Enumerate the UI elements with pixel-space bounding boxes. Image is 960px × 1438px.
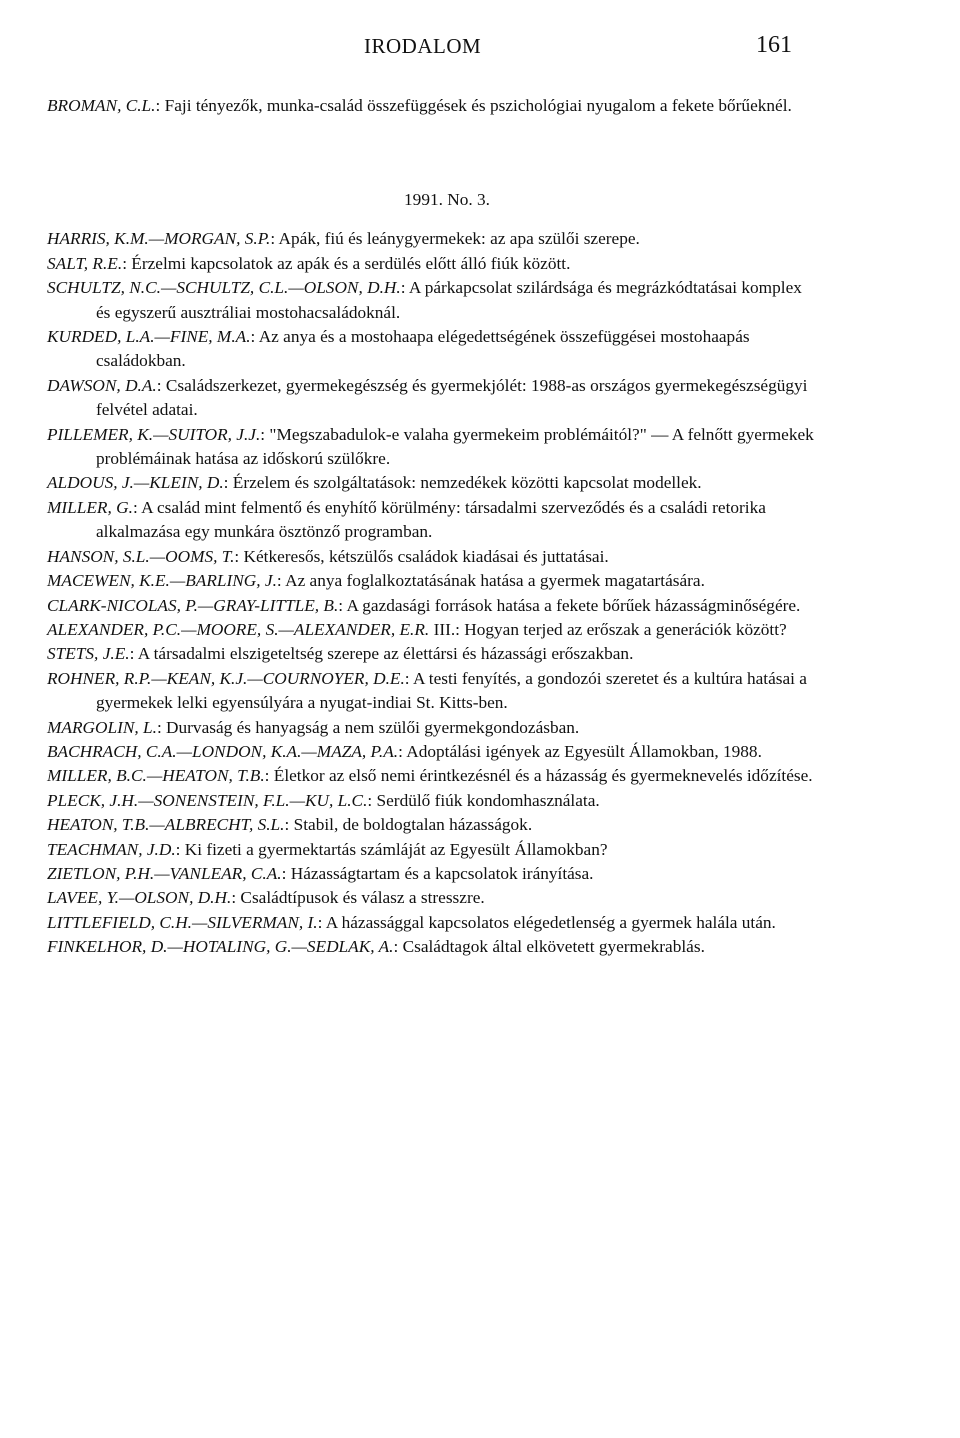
bibliography-entry [47, 545, 817, 569]
entry-author: HARRIS, K.M.—MORGAN, S.P. [47, 229, 271, 249]
entry-author: LAVEE, Y.—OLSON, D.H. [47, 888, 232, 908]
entry-title: : Apák, fiú és leánygyermekek: az apa szülői szerepe. [270, 229, 640, 249]
bibliography-entry [47, 94, 817, 118]
bibliography-entry [47, 838, 817, 862]
entry-author: ALDOUS, J.—KLEIN, D. [47, 473, 224, 493]
bibliography-entry [47, 569, 817, 593]
entry-title: : Stabil, de boldogtalan házasságok. [284, 815, 533, 835]
entry-author: ZIETLON, P.H.—VANLEAR, C.A. [47, 863, 282, 883]
issue-heading: 1991. No. 3. [404, 190, 490, 210]
entry-author: ROHNER, R.P.—KEAN, K.J.—COURNOYER, D.E. [47, 668, 405, 688]
bibliography-entry [47, 496, 817, 545]
entry-title: : A párkapcsolat szilárdsága és megrázkódtatásai komplex és egyszerű ausztráliai mostohacsaládoknál. [96, 278, 802, 322]
entry-author: TEACHMAN, J.D. [47, 839, 176, 859]
entry-author: HANSON, S.L.—OOMS, T. [47, 546, 235, 566]
entry-title: : Családtagok által elkövetett gyermekrablás. [393, 937, 705, 957]
entry-author: SALT, R.E. [47, 253, 123, 273]
bibliography-entry [47, 594, 817, 618]
entry-author: ALEXANDER, P.C.—MOORE, S.—ALEXANDER, E.R. [47, 619, 430, 639]
entry-author: FINKELHOR, D.—HOTALING, G.—SEDLAK, A. [47, 937, 394, 957]
entry-title: : Az anya foglalkoztatásának hatása a gyermek magatartására. [276, 571, 705, 591]
bibliography-entry [47, 252, 817, 276]
bibliography-entry [47, 886, 817, 910]
entry-author: CLARK-NICOLAS, P.—GRAY-LITTLE, B. [47, 595, 339, 615]
entry-title: : Családszerkezet, gyermekegészség és gyermekjólét: 1988-as országos gyermekegészségügyi felvétel adatai. [96, 375, 808, 420]
bibliography-entry [47, 423, 817, 472]
entry-author: MILLER, B.C.—HEATON, T.B. [47, 766, 265, 786]
entry-author: BROMAN, C.L. [47, 96, 156, 115]
bibliography-entry [47, 276, 817, 325]
bibliography-entry [47, 789, 817, 813]
entry-title: : A család mint felmentő és enyhítő körülmény: társadalmi szerveződés és a családi retorika alkalmazása egy munkára ösztönző programban. [96, 497, 766, 542]
bibliography-entry [47, 227, 817, 251]
bibliography-entry [47, 862, 817, 886]
entry-title: : Serdülő fiúk kondomhasználata. [367, 790, 600, 810]
entry-title: : Adoptálási igények az Egyesült Államokban, 1988. [398, 741, 762, 761]
entry-title: : Durvaság és hanyagság a nem szülői gyermekgondozásban. [156, 717, 580, 737]
bibliography-entry [47, 764, 817, 788]
entry-title: : "Megszabadulok-e valaha gyermekeim problémáitól?" — A felnőtt gyermekek problémáinak hatása az időskorú szülőkre. [96, 424, 814, 469]
entry-author: KURDED, L.A.—FINE, M.A. [47, 327, 251, 347]
page-header [0, 34, 960, 64]
bibliography-entry [47, 642, 817, 666]
bibliography-entry [47, 374, 817, 423]
entry-author: LITTLEFIELD, C.H.—SILVERMAN, I. [47, 912, 318, 932]
entry-author: HEATON, T.B.—ALBRECHT, S.L. [47, 815, 285, 835]
entry-author: MARGOLIN, L. [47, 717, 157, 737]
bibliography-list-previous [47, 94, 817, 118]
entry-author: SCHULTZ, N.C.—SCHULTZ, C.L.—OLSON, D.H. [47, 278, 401, 298]
entry-author: PLECK, J.H.—SONENSTEIN, F.L.—KU, L.C. [47, 790, 368, 810]
running-title: IRODALOM [364, 34, 482, 58]
entry-author: MACEWEN, K.E.—BARLING, J. [47, 571, 277, 591]
bibliography-entry [47, 911, 817, 935]
entry-author: PILLEMER, K.—SUITOR, J.J. [47, 424, 261, 444]
entry-title: : Kétkeresős, kétszülős családok kiadásai és juttatásai. [234, 546, 609, 566]
entry-author: STETS, J.E. [47, 644, 130, 664]
entry-title: : A testi fenyítés, a gondozói szeretet és a kultúra hatásai a gyermekek lelki egyensúlyára a nyugat-indiai St. Kitts-ben. [96, 668, 807, 713]
bibliography-entry [47, 471, 817, 495]
entry-author: MILLER, G. [47, 497, 133, 517]
entry-title: : Érzelem és szolgáltatások: nemzedékek közötti kapcsolat modellek. [223, 473, 702, 493]
entry-title: : Ki fizeti a gyermektartás számláját az Egyesült Államokban? [175, 839, 608, 859]
bibliography-list [47, 227, 817, 959]
bibliography-entry [47, 618, 817, 642]
entry-title: : Faji tényezők, munka-család összefüggések és pszichológiai nyugalom a fekete bőrűeknél. [155, 96, 792, 115]
entry-title: : Érzelmi kapcsolatok az apák és a serdülés előtt álló fiúk között. [122, 253, 571, 273]
bibliography-entry [47, 325, 817, 374]
bibliography-entry [47, 740, 817, 764]
entry-author: DAWSON, D.A. [47, 375, 157, 395]
entry-title: : A gazdasági források hatása a fekete bőrűek házasságminőségére. [338, 595, 801, 615]
entry-title: : Az anya és a mostohaapa elégedettségének összefüggései mostohaapás családokban. [96, 327, 750, 371]
bibliography-entry [47, 813, 817, 837]
entry-title: : Házasságtartam és a kapcsolatok irányítása. [281, 863, 594, 883]
bibliography [47, 94, 817, 960]
entry-title: : Családtípusok és válasz a stresszre. [231, 888, 485, 908]
entry-title: : A társadalmi elszigeteltség szerepe az élettársi és házassági erőszakban. [129, 644, 634, 664]
bibliography-entry [47, 716, 817, 740]
entry-title: : A házassággal kapcsolatos elégedetlenség a gyermek halála után. [317, 912, 776, 932]
entry-title: : Életkor az első nemi érintkezésnél és a házasság és gyermeknevelés időzítése. [264, 766, 813, 786]
bibliography-entry [47, 667, 817, 716]
entry-title: III.: Hogyan terjed az erőszak a generációk között? [429, 619, 787, 639]
bibliography-entry [47, 935, 817, 959]
entry-author: BACHRACH, C.A.—LONDON, K.A.—MAZA, P.A. [47, 741, 399, 761]
page-number: 161 [756, 32, 792, 58]
